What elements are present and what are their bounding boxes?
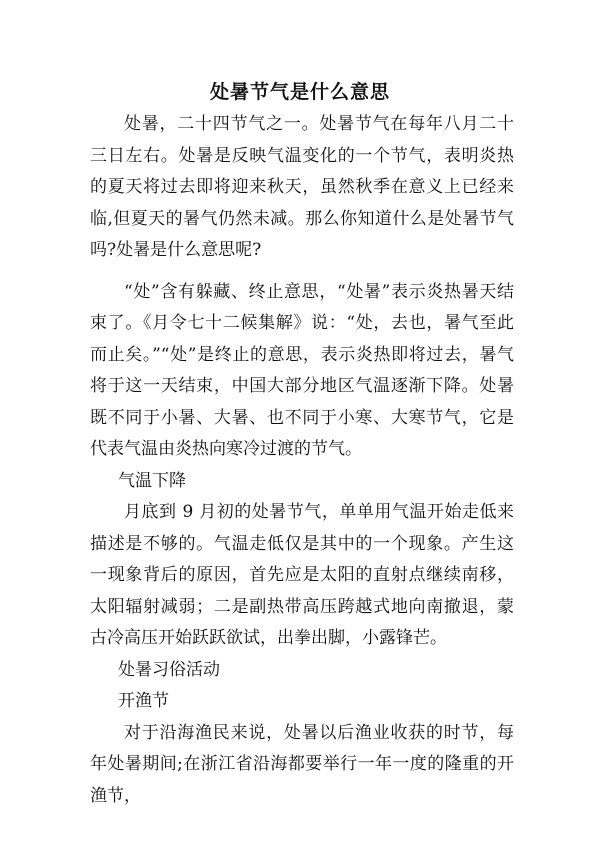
paragraph-gap: [90, 267, 514, 277]
page-title: 处暑节气是什么意思: [209, 81, 390, 103]
section-heading-temperature: 气温下降: [118, 470, 186, 491]
section-heading-customs: 处暑习俗活动: [118, 659, 220, 680]
intro-paragraph: 处暑，二十四节气之一。处暑节气在每年八月二十三日左右。处暑是反映气温变化的一个节气，表明炎热的夏天将过去即将迎来秋天，虽然秋季在意义上已经来临,但夏天的暑气仍然未减。那么你知道什么是处暑节气吗?处暑是什么意思呢?: [90, 114, 514, 260]
document-body: [90, 109, 514, 812]
meaning-paragraph: “处”含有躲藏、终止意思，“处暑”表示炎热暑天结束了。《月令七十二候集解》说：“处，去也，暑气至此而止矣。”“处”是终止的意思，表示炎热即将过去，暑气将于这一天结束，中国大部分地区气温逐渐下降。处暑既不同于小暑、大暑、也不同于小寒、大寒节气，它是代表气温由炎热向寒冷过渡的节气。: [90, 281, 514, 459]
temperature-paragraph: 月底到 9 月初的处暑节气，单单用气温开始走低来描述是不够的。气温走低仅是其中的一个现象。产生这一现象背后的原因，首先应是太阳的直射点继续南移，太阳辐射减弱；二是副热带高压跨越式地向南撤退，蒙古冷高压开始跃跃欲试，出拳出脚，小露锋芒。: [90, 502, 514, 648]
fishing-festival-paragraph: 对于沿海渔民来说，处暑以后渔业收获的时节，每年处暑期间;在浙江省沿海都要举行一年一度的隆重的开渔节，: [90, 722, 514, 806]
section-subheading-fishing-festival: 开渔节: [118, 691, 169, 711]
